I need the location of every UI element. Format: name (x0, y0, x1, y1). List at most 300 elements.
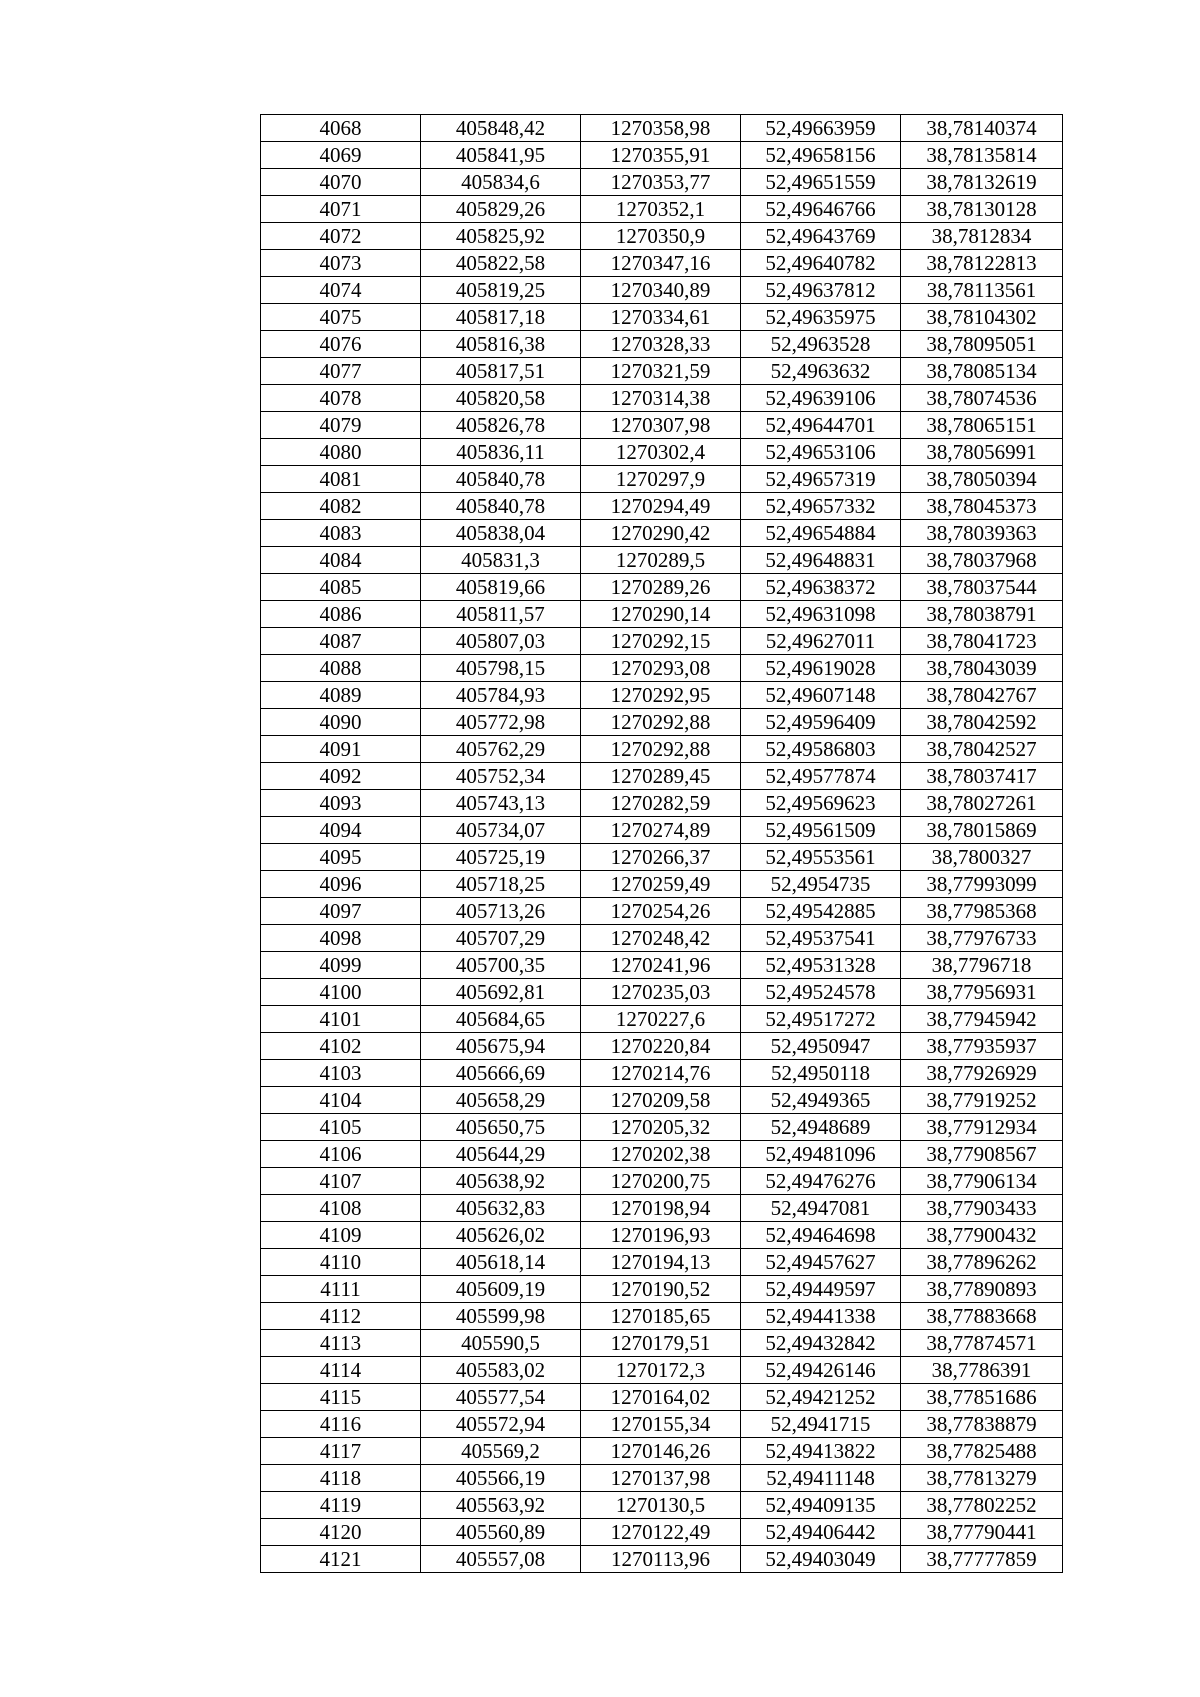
x-coordinate-cell: 405666,69 (421, 1060, 581, 1087)
latitude-cell: 52,49517272 (741, 1006, 901, 1033)
x-coordinate-cell: 405684,65 (421, 1006, 581, 1033)
y-coordinate-cell: 1270353,77 (581, 169, 741, 196)
x-coordinate-cell: 405762,29 (421, 736, 581, 763)
latitude-cell: 52,4949365 (741, 1087, 901, 1114)
latitude-cell: 52,49637812 (741, 277, 901, 304)
x-coordinate-cell: 405583,02 (421, 1357, 581, 1384)
latitude-cell: 52,49449597 (741, 1276, 901, 1303)
x-coordinate-cell: 405560,89 (421, 1519, 581, 1546)
longitude-cell: 38,77883668 (901, 1303, 1063, 1330)
latitude-cell: 52,49409135 (741, 1492, 901, 1519)
table-row (261, 196, 1063, 223)
coordinates-table (260, 114, 1063, 1573)
longitude-cell: 38,77903433 (901, 1195, 1063, 1222)
x-coordinate-cell: 405816,38 (421, 331, 581, 358)
x-coordinate-cell: 405848,42 (421, 115, 581, 142)
point-number-cell: 4086 (261, 601, 421, 628)
longitude-cell: 38,78074536 (901, 385, 1063, 412)
y-coordinate-cell: 1270130,5 (581, 1492, 741, 1519)
point-number-cell: 4108 (261, 1195, 421, 1222)
longitude-cell: 38,77912934 (901, 1114, 1063, 1141)
x-coordinate-cell: 405569,2 (421, 1438, 581, 1465)
x-coordinate-cell: 405752,34 (421, 763, 581, 790)
x-coordinate-cell: 405713,26 (421, 898, 581, 925)
point-number-cell: 4113 (261, 1330, 421, 1357)
point-number-cell: 4118 (261, 1465, 421, 1492)
y-coordinate-cell: 1270241,96 (581, 952, 741, 979)
longitude-cell: 38,78037417 (901, 763, 1063, 790)
longitude-cell: 38,78042767 (901, 682, 1063, 709)
x-coordinate-cell: 405618,14 (421, 1249, 581, 1276)
longitude-cell: 38,77813279 (901, 1465, 1063, 1492)
y-coordinate-cell: 1270122,49 (581, 1519, 741, 1546)
latitude-cell: 52,49586803 (741, 736, 901, 763)
y-coordinate-cell: 1270289,45 (581, 763, 741, 790)
y-coordinate-cell: 1270289,26 (581, 574, 741, 601)
y-coordinate-cell: 1270290,42 (581, 520, 741, 547)
x-coordinate-cell: 405658,29 (421, 1087, 581, 1114)
table-row (261, 169, 1063, 196)
table-row (261, 1276, 1063, 1303)
x-coordinate-cell: 405841,95 (421, 142, 581, 169)
latitude-cell: 52,49654884 (741, 520, 901, 547)
x-coordinate-cell: 405590,5 (421, 1330, 581, 1357)
latitude-cell: 52,49646766 (741, 196, 901, 223)
latitude-cell: 52,49476276 (741, 1168, 901, 1195)
latitude-cell: 52,49648831 (741, 547, 901, 574)
longitude-cell: 38,78050394 (901, 466, 1063, 493)
y-coordinate-cell: 1270292,95 (581, 682, 741, 709)
x-coordinate-cell: 405650,75 (421, 1114, 581, 1141)
latitude-cell: 52,49644701 (741, 412, 901, 439)
longitude-cell: 38,7796718 (901, 952, 1063, 979)
longitude-cell: 38,77908567 (901, 1141, 1063, 1168)
x-coordinate-cell: 405817,51 (421, 358, 581, 385)
point-number-cell: 4080 (261, 439, 421, 466)
latitude-cell: 52,4950947 (741, 1033, 901, 1060)
latitude-cell: 52,49653106 (741, 439, 901, 466)
y-coordinate-cell: 1270358,98 (581, 115, 741, 142)
point-number-cell: 4075 (261, 304, 421, 331)
x-coordinate-cell: 405819,66 (421, 574, 581, 601)
table-row (261, 655, 1063, 682)
table-row (261, 736, 1063, 763)
point-number-cell: 4089 (261, 682, 421, 709)
table-row (261, 331, 1063, 358)
latitude-cell: 52,49638372 (741, 574, 901, 601)
y-coordinate-cell: 1270290,14 (581, 601, 741, 628)
x-coordinate-cell: 405819,25 (421, 277, 581, 304)
longitude-cell: 38,78039363 (901, 520, 1063, 547)
table-row (261, 574, 1063, 601)
table-row (261, 1492, 1063, 1519)
y-coordinate-cell: 1270179,51 (581, 1330, 741, 1357)
table-row (261, 520, 1063, 547)
point-number-cell: 4120 (261, 1519, 421, 1546)
longitude-cell: 38,78065151 (901, 412, 1063, 439)
y-coordinate-cell: 1270200,75 (581, 1168, 741, 1195)
x-coordinate-cell: 405822,58 (421, 250, 581, 277)
table-row (261, 466, 1063, 493)
point-number-cell: 4109 (261, 1222, 421, 1249)
x-coordinate-cell: 405577,54 (421, 1384, 581, 1411)
latitude-cell: 52,49577874 (741, 763, 901, 790)
longitude-cell: 38,77935937 (901, 1033, 1063, 1060)
point-number-cell: 4102 (261, 1033, 421, 1060)
y-coordinate-cell: 1270185,65 (581, 1303, 741, 1330)
table-row (261, 844, 1063, 871)
x-coordinate-cell: 405826,78 (421, 412, 581, 439)
y-coordinate-cell: 1270292,15 (581, 628, 741, 655)
latitude-cell: 52,49537541 (741, 925, 901, 952)
longitude-cell: 38,78041723 (901, 628, 1063, 655)
longitude-cell: 38,77900432 (901, 1222, 1063, 1249)
point-number-cell: 4101 (261, 1006, 421, 1033)
point-number-cell: 4106 (261, 1141, 421, 1168)
table-row (261, 115, 1063, 142)
x-coordinate-cell: 405692,81 (421, 979, 581, 1006)
x-coordinate-cell: 405772,98 (421, 709, 581, 736)
y-coordinate-cell: 1270292,88 (581, 736, 741, 763)
point-number-cell: 4077 (261, 358, 421, 385)
x-coordinate-cell: 405807,03 (421, 628, 581, 655)
y-coordinate-cell: 1270209,58 (581, 1087, 741, 1114)
x-coordinate-cell: 405829,26 (421, 196, 581, 223)
latitude-cell: 52,4950118 (741, 1060, 901, 1087)
table-row (261, 1519, 1063, 1546)
longitude-cell: 38,78140374 (901, 115, 1063, 142)
y-coordinate-cell: 1270194,13 (581, 1249, 741, 1276)
x-coordinate-cell: 405811,57 (421, 601, 581, 628)
y-coordinate-cell: 1270227,6 (581, 1006, 741, 1033)
longitude-cell: 38,78038791 (901, 601, 1063, 628)
point-number-cell: 4110 (261, 1249, 421, 1276)
latitude-cell: 52,4947081 (741, 1195, 901, 1222)
y-coordinate-cell: 1270172,3 (581, 1357, 741, 1384)
x-coordinate-cell: 405734,07 (421, 817, 581, 844)
latitude-cell: 52,49619028 (741, 655, 901, 682)
point-number-cell: 4103 (261, 1060, 421, 1087)
table-row (261, 709, 1063, 736)
longitude-cell: 38,78132619 (901, 169, 1063, 196)
table-row (261, 925, 1063, 952)
x-coordinate-cell: 405820,58 (421, 385, 581, 412)
y-coordinate-cell: 1270340,89 (581, 277, 741, 304)
latitude-cell: 52,49553561 (741, 844, 901, 871)
point-number-cell: 4091 (261, 736, 421, 763)
point-number-cell: 4079 (261, 412, 421, 439)
table-row (261, 439, 1063, 466)
point-number-cell: 4114 (261, 1357, 421, 1384)
latitude-cell: 52,4963528 (741, 331, 901, 358)
point-number-cell: 4088 (261, 655, 421, 682)
y-coordinate-cell: 1270205,32 (581, 1114, 741, 1141)
point-number-cell: 4072 (261, 223, 421, 250)
longitude-cell: 38,78042592 (901, 709, 1063, 736)
longitude-cell: 38,77906134 (901, 1168, 1063, 1195)
longitude-cell: 38,77838879 (901, 1411, 1063, 1438)
point-number-cell: 4084 (261, 547, 421, 574)
y-coordinate-cell: 1270328,33 (581, 331, 741, 358)
y-coordinate-cell: 1270289,5 (581, 547, 741, 574)
y-coordinate-cell: 1270113,96 (581, 1546, 741, 1573)
latitude-cell: 52,49635975 (741, 304, 901, 331)
table-row (261, 304, 1063, 331)
point-number-cell: 4085 (261, 574, 421, 601)
y-coordinate-cell: 1270293,08 (581, 655, 741, 682)
latitude-cell: 52,49643769 (741, 223, 901, 250)
latitude-cell: 52,49441338 (741, 1303, 901, 1330)
table-row (261, 1384, 1063, 1411)
point-number-cell: 4073 (261, 250, 421, 277)
y-coordinate-cell: 1270321,59 (581, 358, 741, 385)
point-number-cell: 4093 (261, 790, 421, 817)
latitude-cell: 52,4948689 (741, 1114, 901, 1141)
y-coordinate-cell: 1270214,76 (581, 1060, 741, 1087)
point-number-cell: 4121 (261, 1546, 421, 1573)
latitude-cell: 52,49413822 (741, 1438, 901, 1465)
latitude-cell: 52,49403049 (741, 1546, 901, 1573)
point-number-cell: 4090 (261, 709, 421, 736)
y-coordinate-cell: 1270355,91 (581, 142, 741, 169)
point-number-cell: 4107 (261, 1168, 421, 1195)
y-coordinate-cell: 1270352,1 (581, 196, 741, 223)
point-number-cell: 4098 (261, 925, 421, 952)
x-coordinate-cell: 405725,19 (421, 844, 581, 871)
table-row (261, 385, 1063, 412)
table-row (261, 142, 1063, 169)
longitude-cell: 38,77985368 (901, 898, 1063, 925)
point-number-cell: 4074 (261, 277, 421, 304)
point-number-cell: 4099 (261, 952, 421, 979)
longitude-cell: 38,77777859 (901, 1546, 1063, 1573)
table-row (261, 412, 1063, 439)
latitude-cell: 52,49569623 (741, 790, 901, 817)
y-coordinate-cell: 1270274,89 (581, 817, 741, 844)
table-row (261, 1114, 1063, 1141)
coordinates-table-body (261, 115, 1063, 1573)
longitude-cell: 38,77802252 (901, 1492, 1063, 1519)
longitude-cell: 38,78037968 (901, 547, 1063, 574)
longitude-cell: 38,77919252 (901, 1087, 1063, 1114)
x-coordinate-cell: 405834,6 (421, 169, 581, 196)
x-coordinate-cell: 405840,78 (421, 466, 581, 493)
table-row (261, 1546, 1063, 1573)
y-coordinate-cell: 1270248,42 (581, 925, 741, 952)
latitude-cell: 52,49464698 (741, 1222, 901, 1249)
latitude-cell: 52,49561509 (741, 817, 901, 844)
latitude-cell: 52,4941715 (741, 1411, 901, 1438)
latitude-cell: 52,49406442 (741, 1519, 901, 1546)
y-coordinate-cell: 1270314,38 (581, 385, 741, 412)
x-coordinate-cell: 405838,04 (421, 520, 581, 547)
point-number-cell: 4087 (261, 628, 421, 655)
latitude-cell: 52,49411148 (741, 1465, 901, 1492)
longitude-cell: 38,78056991 (901, 439, 1063, 466)
point-number-cell: 4068 (261, 115, 421, 142)
longitude-cell: 38,7812834 (901, 223, 1063, 250)
longitude-cell: 38,78113561 (901, 277, 1063, 304)
y-coordinate-cell: 1270266,37 (581, 844, 741, 871)
y-coordinate-cell: 1270350,9 (581, 223, 741, 250)
longitude-cell: 38,78045373 (901, 493, 1063, 520)
longitude-cell: 38,77956931 (901, 979, 1063, 1006)
longitude-cell: 38,78085134 (901, 358, 1063, 385)
table-row (261, 1195, 1063, 1222)
table-row (261, 1438, 1063, 1465)
table-row (261, 250, 1063, 277)
latitude-cell: 52,4954735 (741, 871, 901, 898)
y-coordinate-cell: 1270307,98 (581, 412, 741, 439)
latitude-cell: 52,49639106 (741, 385, 901, 412)
y-coordinate-cell: 1270190,52 (581, 1276, 741, 1303)
y-coordinate-cell: 1270259,49 (581, 871, 741, 898)
y-coordinate-cell: 1270235,03 (581, 979, 741, 1006)
longitude-cell: 38,78027261 (901, 790, 1063, 817)
latitude-cell: 52,49607148 (741, 682, 901, 709)
point-number-cell: 4116 (261, 1411, 421, 1438)
longitude-cell: 38,77851686 (901, 1384, 1063, 1411)
y-coordinate-cell: 1270347,16 (581, 250, 741, 277)
point-number-cell: 4092 (261, 763, 421, 790)
y-coordinate-cell: 1270302,4 (581, 439, 741, 466)
x-coordinate-cell: 405798,15 (421, 655, 581, 682)
longitude-cell: 38,78095051 (901, 331, 1063, 358)
y-coordinate-cell: 1270164,02 (581, 1384, 741, 1411)
table-row (261, 682, 1063, 709)
latitude-cell: 52,49524578 (741, 979, 901, 1006)
latitude-cell: 52,49657332 (741, 493, 901, 520)
table-row (261, 223, 1063, 250)
latitude-cell: 52,49421252 (741, 1384, 901, 1411)
longitude-cell: 38,7786391 (901, 1357, 1063, 1384)
point-number-cell: 4100 (261, 979, 421, 1006)
point-number-cell: 4119 (261, 1492, 421, 1519)
x-coordinate-cell: 405825,92 (421, 223, 581, 250)
table-row (261, 601, 1063, 628)
x-coordinate-cell: 405836,11 (421, 439, 581, 466)
longitude-cell: 38,78037544 (901, 574, 1063, 601)
table-row (261, 493, 1063, 520)
table-row (261, 898, 1063, 925)
x-coordinate-cell: 405718,25 (421, 871, 581, 898)
y-coordinate-cell: 1270334,61 (581, 304, 741, 331)
latitude-cell: 52,49627011 (741, 628, 901, 655)
x-coordinate-cell: 405563,92 (421, 1492, 581, 1519)
point-number-cell: 4095 (261, 844, 421, 871)
latitude-cell: 52,49426146 (741, 1357, 901, 1384)
point-number-cell: 4069 (261, 142, 421, 169)
x-coordinate-cell: 405840,78 (421, 493, 581, 520)
y-coordinate-cell: 1270294,49 (581, 493, 741, 520)
x-coordinate-cell: 405831,3 (421, 547, 581, 574)
y-coordinate-cell: 1270196,93 (581, 1222, 741, 1249)
table-row (261, 1330, 1063, 1357)
table-row (261, 1303, 1063, 1330)
table-row (261, 1411, 1063, 1438)
x-coordinate-cell: 405599,98 (421, 1303, 581, 1330)
latitude-cell: 52,49658156 (741, 142, 901, 169)
y-coordinate-cell: 1270254,26 (581, 898, 741, 925)
point-number-cell: 4082 (261, 493, 421, 520)
point-number-cell: 4076 (261, 331, 421, 358)
x-coordinate-cell: 405557,08 (421, 1546, 581, 1573)
table-row (261, 1060, 1063, 1087)
point-number-cell: 4081 (261, 466, 421, 493)
longitude-cell: 38,78042527 (901, 736, 1063, 763)
x-coordinate-cell: 405638,92 (421, 1168, 581, 1195)
x-coordinate-cell: 405632,83 (421, 1195, 581, 1222)
longitude-cell: 38,77993099 (901, 871, 1063, 898)
table-row (261, 1033, 1063, 1060)
table-row (261, 790, 1063, 817)
latitude-cell: 52,49481096 (741, 1141, 901, 1168)
point-number-cell: 4117 (261, 1438, 421, 1465)
y-coordinate-cell: 1270198,94 (581, 1195, 741, 1222)
x-coordinate-cell: 405572,94 (421, 1411, 581, 1438)
latitude-cell: 52,49651559 (741, 169, 901, 196)
table-row (261, 1222, 1063, 1249)
table-row (261, 547, 1063, 574)
table-row (261, 871, 1063, 898)
table-row (261, 277, 1063, 304)
table-row (261, 817, 1063, 844)
table-row (261, 1168, 1063, 1195)
latitude-cell: 52,49663959 (741, 115, 901, 142)
point-number-cell: 4094 (261, 817, 421, 844)
x-coordinate-cell: 405707,29 (421, 925, 581, 952)
latitude-cell: 52,49657319 (741, 466, 901, 493)
y-coordinate-cell: 1270292,88 (581, 709, 741, 736)
latitude-cell: 52,4963632 (741, 358, 901, 385)
y-coordinate-cell: 1270220,84 (581, 1033, 741, 1060)
longitude-cell: 38,77825488 (901, 1438, 1063, 1465)
x-coordinate-cell: 405817,18 (421, 304, 581, 331)
longitude-cell: 38,78135814 (901, 142, 1063, 169)
longitude-cell: 38,78015869 (901, 817, 1063, 844)
latitude-cell: 52,49457627 (741, 1249, 901, 1276)
latitude-cell: 52,49640782 (741, 250, 901, 277)
point-number-cell: 4070 (261, 169, 421, 196)
point-number-cell: 4097 (261, 898, 421, 925)
x-coordinate-cell: 405644,29 (421, 1141, 581, 1168)
latitude-cell: 52,49631098 (741, 601, 901, 628)
y-coordinate-cell: 1270297,9 (581, 466, 741, 493)
point-number-cell: 4105 (261, 1114, 421, 1141)
table-row (261, 628, 1063, 655)
x-coordinate-cell: 405609,19 (421, 1276, 581, 1303)
longitude-cell: 38,77874571 (901, 1330, 1063, 1357)
longitude-cell: 38,7800327 (901, 844, 1063, 871)
longitude-cell: 38,77890893 (901, 1276, 1063, 1303)
point-number-cell: 4083 (261, 520, 421, 547)
table-row (261, 1465, 1063, 1492)
point-number-cell: 4112 (261, 1303, 421, 1330)
x-coordinate-cell: 405626,02 (421, 1222, 581, 1249)
x-coordinate-cell: 405675,94 (421, 1033, 581, 1060)
y-coordinate-cell: 1270137,98 (581, 1465, 741, 1492)
longitude-cell: 38,77945942 (901, 1006, 1063, 1033)
longitude-cell: 38,77790441 (901, 1519, 1063, 1546)
latitude-cell: 52,49432842 (741, 1330, 901, 1357)
point-number-cell: 4078 (261, 385, 421, 412)
table-row (261, 1249, 1063, 1276)
y-coordinate-cell: 1270155,34 (581, 1411, 741, 1438)
longitude-cell: 38,78043039 (901, 655, 1063, 682)
point-number-cell: 4104 (261, 1087, 421, 1114)
table-row (261, 763, 1063, 790)
longitude-cell: 38,78122813 (901, 250, 1063, 277)
